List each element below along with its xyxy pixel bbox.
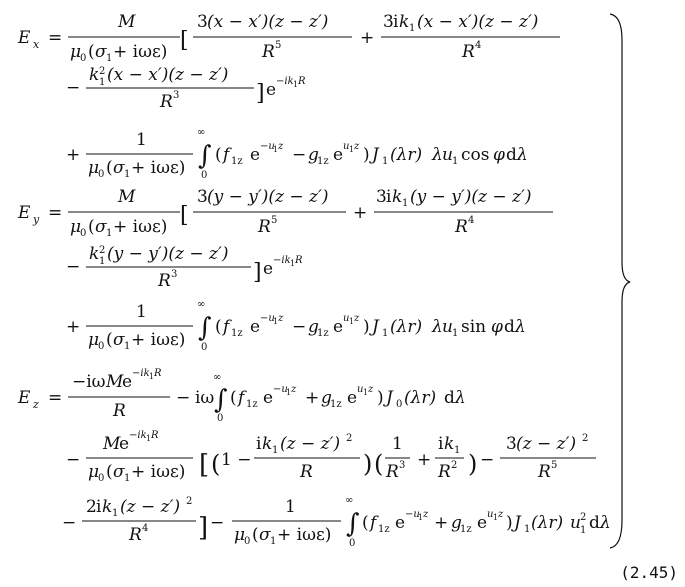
integral-lower: 0 — [201, 170, 208, 181]
exp-e: e — [250, 145, 261, 165]
exp-z: z — [498, 509, 504, 520]
sub-1: 1 — [124, 473, 131, 484]
ey-term3-num: (y − y′)(z − z′) — [107, 244, 229, 264]
sigma-symbol: σ — [113, 158, 125, 178]
f-symbol: f — [238, 388, 245, 408]
minus-sign: − — [176, 388, 191, 408]
paren-open: ( — [106, 330, 113, 350]
k-symbol: k — [444, 434, 455, 454]
d-symbol: d — [504, 317, 515, 337]
g-symbol: g — [451, 513, 462, 533]
ey-line-1 — [17, 187, 553, 239]
integral-upper: ∞ — [345, 495, 354, 506]
exp-ik: −ik — [276, 76, 294, 87]
exp-sub-1: 1 — [149, 372, 155, 381]
integral-sign: ∫ — [214, 385, 228, 415]
sigma-symbol: σ — [95, 217, 107, 237]
sup-2: 2 — [580, 512, 587, 523]
integral-sign: ∫ — [346, 509, 360, 539]
lambda-symbol: λ — [517, 145, 528, 165]
sub-0: 0 — [80, 228, 87, 239]
sub-1: 1 — [106, 53, 113, 64]
sub-1z: 1z — [330, 399, 342, 410]
ey-line-3 — [66, 299, 526, 353]
ey-equals: = — [48, 203, 63, 223]
mu-symbol: μ — [88, 158, 100, 178]
paren-close: ) — [363, 145, 370, 165]
sigma-symbol: σ — [113, 330, 125, 350]
k-symbol: k — [89, 65, 100, 85]
minus-sign: − — [66, 450, 81, 470]
sup-3: 3 — [399, 460, 406, 471]
paren-close-large: ) — [363, 450, 373, 478]
k-symbol: k — [399, 12, 410, 32]
sub-1: 1 — [124, 169, 131, 180]
sub-1: 1 — [99, 256, 106, 267]
ez-lhs-symbol: E — [18, 388, 31, 408]
ey-lhs-symbol: E — [18, 203, 31, 223]
sub-0: 0 — [98, 169, 105, 180]
ex-equals: = — [48, 28, 63, 48]
ey-term1-den: R — [258, 217, 271, 237]
sub-1: 1 — [524, 524, 531, 535]
g-symbol: g — [308, 317, 319, 337]
sub-1: 1 — [454, 445, 461, 456]
sup-2: 2 — [99, 66, 106, 77]
sub-0: 0 — [244, 536, 251, 547]
exp-z: z — [291, 384, 297, 395]
exp-e: e — [333, 145, 344, 165]
z-minus-zp: (z − z′) — [280, 434, 341, 454]
exp-u: u — [343, 141, 350, 152]
sup-2: 2 — [186, 496, 193, 507]
sup-2: 2 — [451, 460, 458, 471]
ez-line3-den — [234, 525, 331, 547]
bessel-J: J — [386, 388, 393, 408]
ex-term2-exp: 4 — [475, 40, 482, 51]
sub-1: 1 — [382, 328, 389, 339]
exp-sub-1: 1 — [293, 80, 299, 89]
ex-frac-den — [70, 42, 167, 64]
ex-term1-den: R — [262, 42, 275, 62]
bessel-J: J — [514, 513, 521, 533]
exp-u: u — [487, 509, 494, 520]
paren-close: ) — [506, 513, 513, 533]
ex-lhs-subscript: x — [33, 38, 40, 51]
coef-3: 3 — [506, 434, 517, 454]
d-symbol: d — [506, 145, 517, 165]
ez-line-2 — [66, 430, 596, 484]
ey-bracket-close: ] — [253, 260, 262, 285]
sup-2: 2 — [346, 433, 353, 444]
frac-den-R: R — [538, 462, 551, 482]
ey-term2-exp: 4 — [468, 215, 475, 226]
exp-e: e — [347, 388, 358, 408]
sub-1: 1 — [409, 23, 416, 34]
ey-term3-exp: 3 — [171, 269, 178, 280]
ex-term2-den: R — [462, 42, 475, 62]
imag-i: i — [256, 434, 262, 454]
iwe-term: + iωε) — [131, 158, 186, 178]
sub-1: 1 — [106, 228, 113, 239]
iwe-term: + iωε) — [277, 525, 332, 545]
integral-upper: ∞ — [213, 372, 222, 383]
paren-open: ( — [88, 217, 95, 237]
coef-3: 3 — [383, 12, 394, 32]
lambda-symbol: λ — [455, 388, 466, 408]
exp-sub-1: 1 — [363, 388, 369, 397]
integral-sign: ∫ — [198, 313, 212, 343]
right-brace — [610, 14, 630, 548]
coef-2: 2 — [86, 497, 97, 517]
ez-line-3 — [62, 495, 611, 549]
sup-4: 4 — [142, 523, 149, 534]
sub-1: 1 — [452, 156, 459, 167]
mu-symbol: μ — [70, 42, 82, 62]
k-symbol: k — [262, 434, 273, 454]
exp-sub-1: 1 — [273, 317, 279, 326]
frac-num-1: 1 — [136, 302, 147, 322]
exp-ik: −ik — [129, 430, 147, 441]
sigma-symbol: σ — [259, 525, 271, 545]
paren-open: ( — [252, 525, 259, 545]
sub-0: 0 — [80, 53, 87, 64]
f-symbol: f — [223, 317, 230, 337]
exp-e: e — [263, 259, 274, 279]
ex-bracket-close: ] — [256, 81, 265, 106]
integral-upper: ∞ — [197, 127, 206, 138]
lambda-symbol: λ — [600, 513, 611, 533]
sub-0: 0 — [98, 341, 105, 352]
k-symbol: k — [89, 244, 100, 264]
lambda-symbol: λ — [432, 317, 443, 337]
exp-sub-1: 1 — [290, 259, 296, 268]
lambda-r: (λr) — [390, 317, 423, 337]
ex-line3-den — [88, 158, 185, 180]
ey-lhs-subscript: y — [33, 213, 40, 226]
i-omega: iω — [195, 388, 215, 408]
ex-bracket-open: [ — [180, 28, 189, 53]
exp-ik: −ik — [273, 255, 291, 266]
exp-R: R — [154, 368, 162, 379]
ex-frac-num: M — [118, 12, 136, 32]
exp-sub-1: 1 — [349, 145, 355, 154]
g-symbol: g — [308, 145, 319, 165]
iwe-term: + iωε) — [113, 42, 168, 62]
lambda-r: (λr) — [404, 388, 437, 408]
paren-open: ( — [215, 317, 222, 337]
exp-e: e — [119, 434, 130, 454]
ex-term3-num: (x − x′)(z − z′) — [107, 65, 229, 85]
exp-e: e — [263, 388, 274, 408]
integral-lower: 0 — [349, 538, 356, 549]
sub-1z: 1z — [246, 399, 258, 410]
equation-number: (2.45) — [620, 563, 678, 582]
mu-symbol: μ — [88, 330, 100, 350]
sub-1: 1 — [452, 328, 459, 339]
integral-lower: 0 — [201, 342, 208, 353]
sin-fn: sin — [461, 317, 487, 337]
paren-open: ( — [106, 158, 113, 178]
plus-sign: + — [305, 388, 320, 408]
u-symbol: u — [442, 317, 453, 337]
ex-term3-exp: 3 — [173, 90, 180, 101]
sub-1: 1 — [580, 525, 587, 536]
imag-i: i — [386, 187, 392, 207]
paren-open-large: ( — [211, 450, 221, 478]
ex-term1-num: (x − x′)(z − z′) — [207, 12, 329, 32]
k-symbol: k — [392, 187, 403, 207]
ez-frac-den: R — [113, 401, 126, 421]
ey-frac-den — [70, 217, 167, 239]
ez-line-1 — [17, 368, 466, 424]
sub-1: 1 — [402, 198, 409, 209]
ex-line-3 — [66, 127, 528, 181]
paren-close-large: ) — [468, 450, 478, 478]
ez-lhs-subscript: z — [33, 398, 39, 411]
ey-bracket-open: [ — [180, 203, 189, 228]
paren-open: ( — [230, 388, 237, 408]
mu-symbol: μ — [70, 217, 82, 237]
imag-i: i — [96, 497, 102, 517]
ey-term1-exp: 5 — [271, 215, 278, 226]
phi-symbol: φ — [493, 145, 505, 165]
u-symbol: u — [570, 513, 581, 533]
coef-3: 3 — [197, 12, 208, 32]
exp-e: e — [477, 513, 488, 533]
exp-e: e — [395, 513, 406, 533]
sub-1z: 1z — [231, 156, 243, 167]
minus-sign: − — [62, 513, 77, 533]
d-symbol: d — [444, 388, 455, 408]
ex-term2-num: (x − x′)(z − z′) — [417, 12, 539, 32]
sub-1z: 1z — [378, 524, 390, 535]
exp-e: e — [333, 317, 344, 337]
plus-sign: + — [353, 203, 368, 223]
z-minus-zp: (z − z′) — [120, 497, 181, 517]
exp-e: e — [266, 80, 277, 100]
sup-2: 2 — [99, 245, 106, 256]
cos-fn: cos — [461, 145, 490, 165]
minus-sign: − — [292, 317, 307, 337]
paren-close: ) — [377, 388, 384, 408]
sub-1z: 1z — [317, 156, 329, 167]
paren-open-large: ( — [374, 450, 384, 478]
ey-line3-den — [88, 330, 185, 352]
sigma-symbol: σ — [95, 42, 107, 62]
frac-den-R: R — [129, 525, 142, 545]
ex-line-1 — [17, 12, 560, 64]
z-minus-zp: (z − z′) — [516, 434, 577, 454]
exp-u: u — [357, 384, 364, 395]
exp-z: z — [278, 313, 284, 324]
exp-sub-1: 1 — [273, 145, 279, 154]
bessel-J: J — [372, 317, 379, 337]
neg-i-omega: −iω — [72, 372, 106, 392]
integral-upper: ∞ — [197, 299, 206, 310]
ex-term3-den: R — [160, 92, 173, 112]
ex-lhs-symbol: E — [18, 28, 31, 48]
exp-z: z — [278, 141, 284, 152]
M-symbol: M — [106, 372, 124, 392]
exp-sub-1: 1 — [286, 388, 292, 397]
plus-sign: + — [360, 28, 375, 48]
exp-z: z — [368, 384, 374, 395]
phi-symbol: φ — [491, 317, 503, 337]
g-symbol: g — [321, 388, 332, 408]
paren-open: ( — [88, 42, 95, 62]
bracket-close: ] — [198, 513, 209, 543]
minus-sign: − — [66, 78, 81, 98]
iwe-term: + iωε) — [113, 217, 168, 237]
sub-0: 0 — [396, 399, 403, 410]
sub-1z: 1z — [317, 328, 329, 339]
frac-den-R: R — [438, 462, 451, 482]
minus-sign: − — [480, 450, 495, 470]
ez-equals: = — [48, 388, 63, 408]
ey-term2-num: (y − y′)(z − z′) — [410, 187, 532, 207]
lambda-r: (λr) — [390, 145, 423, 165]
exp-neg-u: −u — [260, 141, 275, 152]
sub-1: 1 — [112, 508, 119, 519]
bracket-open: [ — [199, 450, 210, 480]
d-symbol: d — [589, 513, 600, 533]
exp-neg-u: −u — [405, 509, 420, 520]
coef-3: 3 — [197, 187, 208, 207]
imag-i: i — [393, 12, 399, 32]
ex-line-2 — [66, 65, 306, 112]
mu-symbol: μ — [234, 525, 246, 545]
paren-open: ( — [106, 462, 113, 482]
exp-sub-1: 1 — [349, 317, 355, 326]
paren-open: ( — [215, 145, 222, 165]
exp-z: z — [423, 509, 429, 520]
exp-neg-u: −u — [273, 384, 288, 395]
exp-e: e — [250, 317, 261, 337]
exp-ik: −ik — [132, 368, 150, 379]
ey-term1-num: (y − y′)(z − z′) — [207, 187, 329, 207]
exp-R: R — [298, 76, 306, 87]
exp-sub-1: 1 — [493, 513, 499, 522]
plus-sign: + — [417, 450, 432, 470]
f-symbol: f — [223, 145, 230, 165]
paren-open: ( — [362, 513, 369, 533]
ey-frac-num: M — [118, 187, 136, 207]
ey-line-2 — [66, 244, 303, 291]
plus-sign: + — [66, 145, 81, 165]
ey-term2-den: R — [455, 217, 468, 237]
bessel-J: J — [372, 145, 379, 165]
sup-5: 5 — [551, 460, 558, 471]
one-minus: 1 − — [221, 450, 252, 470]
sub-1: 1 — [272, 445, 279, 456]
frac-den-R: R — [300, 462, 313, 482]
lambda-symbol: λ — [515, 317, 526, 337]
exp-z: z — [354, 313, 360, 324]
sub-0: 0 — [98, 473, 105, 484]
exp-e: e — [122, 372, 133, 392]
sup-2: 2 — [582, 433, 589, 444]
minus-sign: − — [292, 145, 307, 165]
plus-sign: + — [434, 513, 449, 533]
lambda-symbol: λ — [432, 145, 443, 165]
exp-R: R — [295, 255, 303, 266]
iwe-term: + iωε) — [131, 330, 186, 350]
mu-symbol: μ — [88, 462, 100, 482]
iwe-term: + iωε) — [131, 462, 186, 482]
k-symbol: k — [102, 497, 113, 517]
ex-term1-exp: 5 — [275, 40, 282, 51]
minus-sign: − — [210, 513, 225, 533]
exp-u: u — [343, 313, 350, 324]
sub-1: 1 — [382, 156, 389, 167]
exp-neg-u: −u — [260, 313, 275, 324]
sub-1: 1 — [124, 341, 131, 352]
lambda-r: (λr) — [531, 513, 564, 533]
minus-sign: − — [66, 257, 81, 277]
exp-R: R — [151, 430, 159, 441]
sub-1: 1 — [99, 77, 106, 88]
exp-sub-1: 1 — [146, 434, 152, 443]
sub-1z: 1z — [460, 524, 472, 535]
M-symbol: M — [103, 434, 121, 454]
sub-1z: 1z — [231, 328, 243, 339]
sigma-symbol: σ — [113, 462, 125, 482]
ez-line2-den — [88, 462, 185, 484]
f-symbol: f — [370, 513, 377, 533]
imag-i: i — [438, 434, 444, 454]
frac-den-R: R — [386, 462, 399, 482]
integral-lower: 0 — [217, 413, 224, 424]
frac-num-1: 1 — [392, 434, 403, 454]
paren-close: ) — [363, 317, 370, 337]
frac-num-1: 1 — [136, 130, 147, 150]
exp-sub-1: 1 — [418, 513, 424, 522]
integral-sign: ∫ — [198, 141, 212, 171]
frac-num-1: 1 — [285, 497, 296, 517]
exp-z: z — [354, 141, 360, 152]
u-symbol: u — [442, 145, 453, 165]
ey-term3-den: R — [158, 271, 171, 291]
sub-1: 1 — [270, 536, 277, 547]
plus-sign: + — [66, 317, 81, 337]
coef-3: 3 — [376, 187, 387, 207]
